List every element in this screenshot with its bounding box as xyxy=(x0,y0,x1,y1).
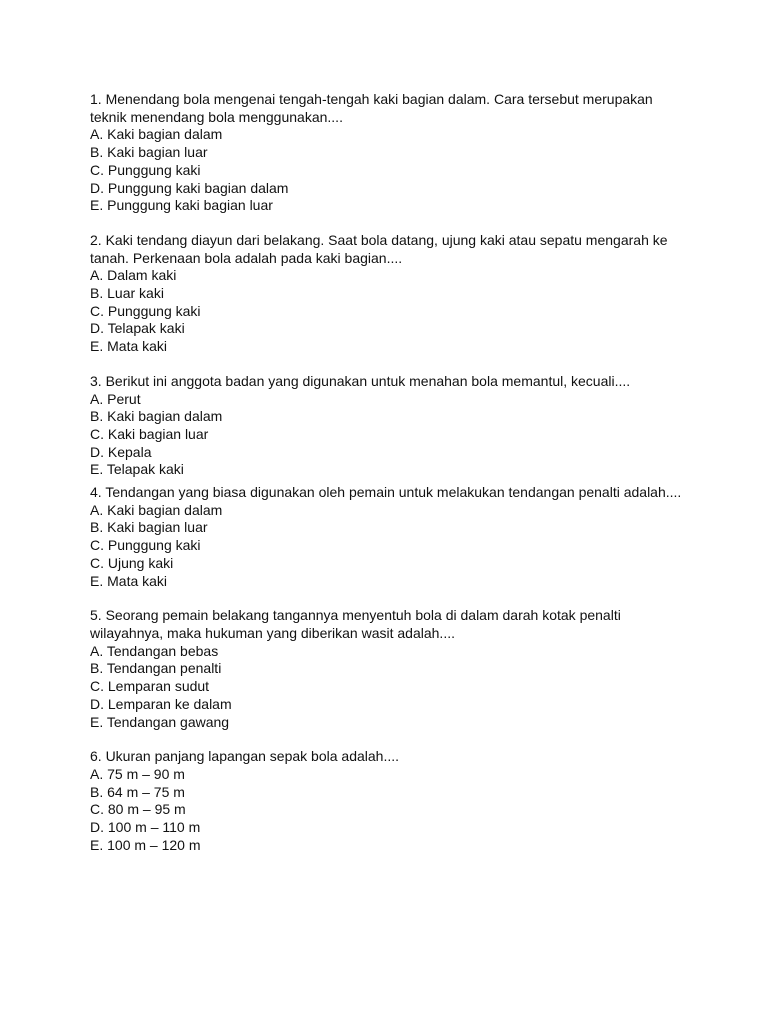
question-2 xyxy=(90,232,690,356)
answer-option: A. Kaki bagian dalam xyxy=(90,501,223,518)
question-text: 6. Ukuran panjang lapangan sepak bola adalah.... xyxy=(90,748,400,765)
answer-option: B. Kaki bagian luar xyxy=(90,144,208,161)
answer-option: B. Luar kaki xyxy=(90,285,164,302)
answer-option: D. Telapak kaki xyxy=(90,320,185,337)
answer-option: C. 80 m – 95 m xyxy=(90,801,186,818)
question-1 xyxy=(90,91,690,215)
answer-option: E. 100 m – 120 m xyxy=(90,836,201,853)
answer-option: A. Kaki bagian dalam xyxy=(90,126,223,143)
question-text: 5. Seorang pemain belakang tangannya menyentuh bola di dalam darah kotak penalti xyxy=(90,607,621,624)
question-text: 2. Kaki tendang diayun dari belakang. Saat bola datang, ujung kaki atau sepatu mengarah ke xyxy=(90,231,668,248)
question-3 xyxy=(90,373,690,479)
answer-option: B. Kaki bagian dalam xyxy=(90,408,223,425)
question-text: 1. Menendang bola mengenai tengah-tengah kaki bagian dalam. Cara tersebut merupakan xyxy=(90,91,653,107)
question-text: wilayahnya, maka hukuman yang diberikan wasit adalah.... xyxy=(90,624,455,641)
answer-option: D. Lemparan ke dalam xyxy=(90,695,232,712)
answer-option: E. Mata kaki xyxy=(90,338,168,355)
answer-option: C. Punggung kaki xyxy=(90,161,201,178)
answer-option: B. 64 m – 75 m xyxy=(90,783,185,800)
answer-option: C. Punggung kaki xyxy=(90,537,201,554)
answer-option: A. Perut xyxy=(90,390,141,407)
answer-option: C. Kaki bagian luar xyxy=(90,425,209,442)
answer-option: B. Tendangan penalti xyxy=(90,660,222,677)
answer-option: E. Mata kaki xyxy=(90,572,168,589)
answer-option: A. Tendangan bebas xyxy=(90,642,219,659)
answer-option: D. Punggung kaki bagian dalam xyxy=(90,179,289,196)
question-text: 4. Tendangan yang biasa digunakan oleh pemain untuk melakukan tendangan penalti adalah.... xyxy=(90,484,682,501)
answer-option: C. Ujung kaki xyxy=(90,554,174,571)
question-6 xyxy=(90,748,690,854)
answer-option: C. Lemparan sudut xyxy=(90,678,210,695)
answer-option: A. Dalam kaki xyxy=(90,267,177,284)
answer-option: B. Kaki bagian luar xyxy=(90,519,208,536)
answer-option: D. 100 m – 110 m xyxy=(90,819,201,836)
answer-option: E. Telapak kaki xyxy=(90,461,184,478)
answer-option: E. Punggung kaki bagian luar xyxy=(90,197,273,214)
question-text: tanah. Perkenaan bola adalah pada kaki bagian.... xyxy=(90,249,403,266)
question-text: teknik menendang bola menggunakan.... xyxy=(90,108,343,125)
answer-option: E. Tendangan gawang xyxy=(90,713,230,730)
answer-option: A. 75 m – 90 m xyxy=(90,765,185,782)
answer-option: D. Kepala xyxy=(90,443,152,460)
question-4 xyxy=(90,484,690,590)
question-list xyxy=(90,91,690,871)
question-5 xyxy=(90,607,690,731)
answer-option: C. Punggung kaki xyxy=(90,302,201,319)
question-text: 3. Berikut ini anggota badan yang digunakan untuk menahan bola memantul, kecuali.... xyxy=(90,372,631,389)
